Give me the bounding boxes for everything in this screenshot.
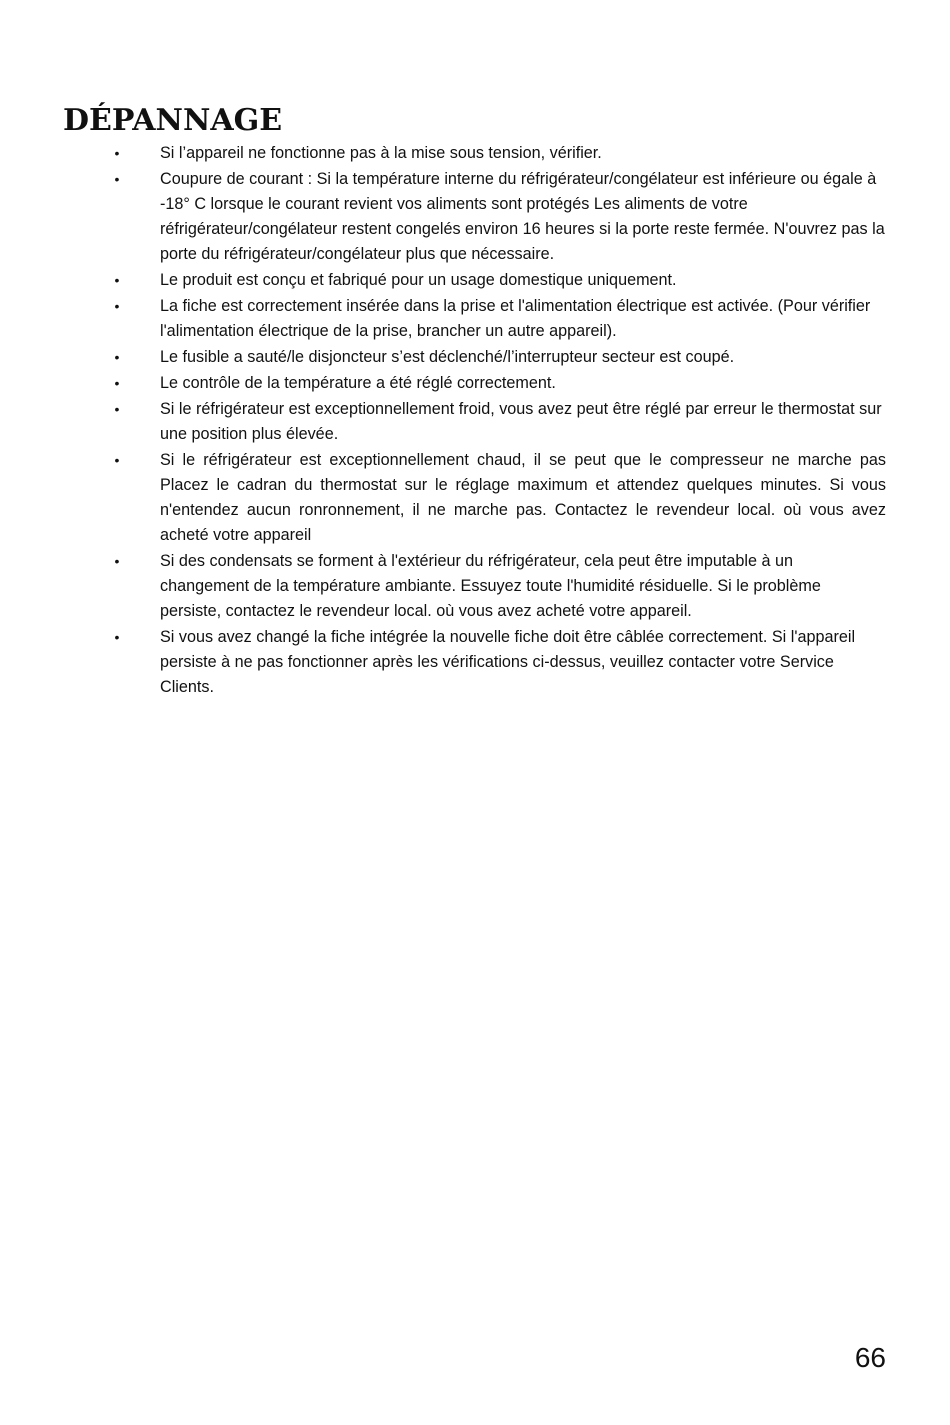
list-item-text: Si l’appareil ne fonctionne pas à la mise sous tension, vérifier. <box>160 144 602 162</box>
list-item-text: Si le réfrigérateur est exceptionnellement froid, vous avez peut être réglé par erreur le thermostat sur une position plus élevée. <box>160 400 882 443</box>
list-item-text: La fiche est correctement insérée dans la prise et l'alimentation électrique est activée. (Pour vérifier l'alimentation électrique de la prise, brancher un autre appareil). <box>160 297 871 340</box>
list-item <box>0 141 950 166</box>
list-item <box>0 549 950 624</box>
bullet-icon: • <box>114 298 120 314</box>
list-item-text: Si des condensats se forment à l'extérieur du réfrigérateur, cela peut être imputable à un changement de la température ambiante. Essuyez toute l'humidité résiduelle. Si le problème persiste, contactez le revendeur local. où vous avez acheté votre appareil. <box>160 552 821 620</box>
page-title: DÉPANNAGE <box>63 103 283 138</box>
list-item-text: Si le réfrigérateur est exceptionnellement chaud, il se peut que le compresseur ne marche pas Placez le cadran du thermostat sur le réglage maximum et attendez quelques minutes. Si vous n'entendez aucun ronronnement, il ne marche pas. Contactez le revendeur local. où vous avez acheté votre appareil <box>160 451 886 544</box>
list-item-text: Si vous avez changé la fiche intégrée la nouvelle fiche doit être câblée correctement. Si l'appareil persiste à ne pas fonctionner après les vérifications ci-dessus, veuillez contacter votre Service Clients. <box>160 628 856 696</box>
bullet-icon: • <box>114 629 120 645</box>
bullet-icon: • <box>114 145 120 161</box>
list-item <box>0 448 950 548</box>
bullet-icon: • <box>114 349 120 365</box>
bullet-icon: • <box>114 375 120 391</box>
page-number: 66 <box>854 1342 886 1373</box>
list-item-text: Le contrôle de la température a été réglé correctement. <box>160 374 556 392</box>
list-item <box>0 371 950 396</box>
bullet-icon: • <box>114 401 120 417</box>
list-item-text: Le produit est conçu et fabriqué pour un usage domestique uniquement. <box>160 271 677 289</box>
bullet-icon: • <box>114 171 120 187</box>
list-item <box>0 294 950 344</box>
list-item <box>0 268 950 293</box>
list-item <box>0 625 950 700</box>
list-item-text: Coupure de courant : Si la température interne du réfrigérateur/congélateur est inférieure ou égale à -18° C lorsque le courant revient vos aliments sont protégés Les aliments de votre réfrigérateur/congélateur restent congelés environ 16 heures si la porte reste fermée. N'ouvrez pas la porte du réfrigérateur/congélateur plus que nécessaire. <box>160 170 885 263</box>
list-item <box>0 345 950 370</box>
list-item <box>0 167 950 267</box>
bullet-icon: • <box>114 272 120 288</box>
list-item <box>0 397 950 447</box>
bullet-icon: • <box>114 553 120 569</box>
list-item-text: Le fusible a sauté/le disjoncteur s’est déclenché/l’interrupteur secteur est coupé. <box>160 348 735 366</box>
troubleshooting-list <box>0 141 950 701</box>
bullet-icon: • <box>114 452 120 468</box>
